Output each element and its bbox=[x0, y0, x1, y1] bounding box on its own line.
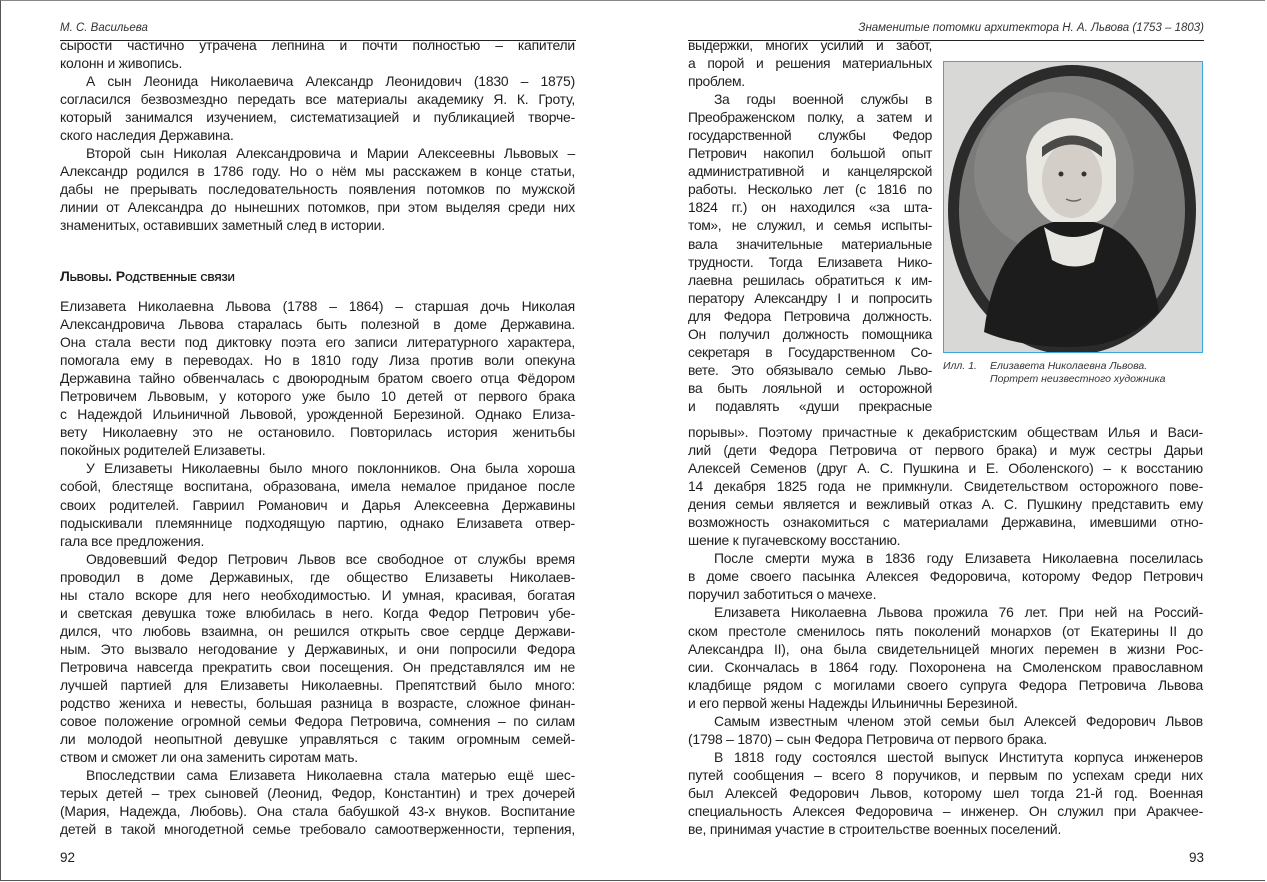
text-line: Елизавета Николаевна Львова (1788 – 1864) – старшая дочь Николая bbox=[60, 298, 575, 314]
text-line: проводил в доме Державиных, где общество Елизаветы Николаев- bbox=[60, 568, 575, 585]
right-body-text bbox=[688, 423, 1203, 838]
text-line: своих родителей. Гавриил Романович и Дарья Алексеевна Державины bbox=[60, 496, 575, 513]
text-line: путей сообщения – всего 8 поручиков, и первым по успехам среди них bbox=[688, 766, 1203, 783]
portrait-image bbox=[944, 62, 1202, 352]
text-line: вала значительные материальные bbox=[688, 235, 932, 252]
text-line: помогала ему в переводах. Но в 1810 году Лиза против воли опекуна bbox=[60, 352, 575, 369]
text-line: Елизавета Николаевна Львова прожила 76 лет. При ней на Россий- bbox=[714, 604, 1203, 621]
text-line: терых детей – трех сыновей (Леонид, Федор, Константин) и трех дочерей bbox=[60, 785, 575, 802]
right-column-text bbox=[688, 36, 932, 415]
text-line: ли молодой неопытной девушке управляться с таким огромным семей- bbox=[60, 731, 575, 748]
right-page bbox=[633, 0, 1266, 882]
text-line: в доме своего пасынка Алексея Федоровича, которому Федор Петрович bbox=[688, 568, 1203, 585]
text-line: Петровичем Львовым, у которого уже было 10 детей от первого брака bbox=[60, 388, 575, 405]
text-line: Александра II), она была свидетельницей многих перемен в жизни Рос- bbox=[688, 640, 1203, 657]
text-line: ны стало вскоре для него необходимостью. И умная, красивая, богатая bbox=[60, 586, 575, 603]
text-line: сырости частично утрачена лепнина и почти полностью – капители bbox=[60, 37, 575, 53]
text-line: с Надеждой Ильиничной Львовой, урожденной Березиной. Однако Елиза- bbox=[60, 406, 575, 423]
text-line: гала все предложения. bbox=[60, 532, 205, 549]
text-line: родство жениха и невесты, большая разница в возрасте, сложное финан- bbox=[60, 695, 575, 712]
text-line: порывы». Поэтому причастные к декабристским обществам Илья и Васи- bbox=[688, 424, 1203, 440]
page-number: 92 bbox=[60, 850, 76, 865]
text-line: проблем. bbox=[688, 73, 745, 90]
text-line: Александровича Львова старалась быть полезной в доме Державина. bbox=[60, 316, 575, 333]
text-line: Преображенском полку, а затем и bbox=[688, 109, 932, 126]
text-line: специальность Алексея Федоровича – инженер. Он служил при Аракчее- bbox=[688, 802, 1203, 819]
text-line: работы. Несколько лет (с 1816 по bbox=[688, 181, 932, 198]
text-line: В 1818 году состоялся шестой выпуск Института корпуса инженеров bbox=[714, 748, 1203, 765]
text-line: кладбище рядом с могилами своего супруга Федора Петровича Львова bbox=[688, 676, 1203, 693]
text-line: ском престоле сменилось пять поколений монархов (от Екатерины II до bbox=[688, 622, 1203, 639]
left-intro-text bbox=[60, 36, 575, 235]
text-line: А сын Леонида Николаевича Александр Леонидович (1830 – 1875) bbox=[86, 73, 575, 90]
text-line: 14 декабря 1825 года не примкнули. Свидетельством осторожного пове- bbox=[688, 478, 1203, 495]
text-line: знаменитых, оставивших заметный след в истории. bbox=[60, 217, 385, 234]
text-line: лаевна решилась обратиться к им- bbox=[688, 271, 932, 288]
text-line: Она стала вести под диктовку поэта его записи литературного характера, bbox=[60, 334, 575, 351]
text-line: линии от Александра до нынешних потомков, при этом выделяя среди них bbox=[60, 199, 575, 216]
text-line: согласился безвозмездно передать все материалы академику Я. К. Гроту, bbox=[60, 91, 575, 108]
text-line: покойных родителей Елизаветы. bbox=[60, 442, 266, 459]
text-line: После смерти мужа в 1836 году Елизавета Николаевна поселилась bbox=[714, 550, 1203, 567]
text-line: дабы не прерывать последовательность появления потомков по мужской bbox=[60, 181, 575, 198]
text-line: дения семьи является и вежливый отказ А. С. Пушкину представить ему bbox=[688, 496, 1203, 513]
text-line: возможность ознакомиться с материалами Державина, имевшими отно- bbox=[688, 514, 1203, 531]
figure-caption bbox=[943, 360, 1203, 386]
text-line: Второй сын Николая Александровича и Марии Алексеевны Львовых – bbox=[86, 145, 575, 162]
figure-caption-line1: Елизавета Николаевна Львова. bbox=[990, 360, 1148, 372]
text-line: ского наследия Державина. bbox=[60, 127, 234, 144]
page-number: 93 bbox=[1188, 850, 1204, 865]
text-line: Он получил должность помощника bbox=[688, 325, 932, 342]
text-line: (1798 – 1870) – сын Федора Петровича от первого брака. bbox=[688, 730, 1048, 747]
text-line: Впоследствии сама Елизавета Николаевна стала матерью ещё шес- bbox=[86, 767, 575, 784]
text-line: ве, принимая участие в строительстве военных поселений. bbox=[688, 821, 1062, 838]
text-line: и светская девушка тоже влюбилась в него. Когда Федор Петрович убе- bbox=[60, 604, 575, 621]
text-line: том», не служил, и семья испыты- bbox=[688, 217, 932, 234]
left-page bbox=[0, 0, 633, 882]
text-line: для Федора Петровича должность. bbox=[688, 307, 932, 324]
text-line: (Мария, Надежда, Любовь). Она стала бабушкой 43-х внуков. Воспитание bbox=[60, 803, 575, 820]
text-line: Петрович накопил большой опыт bbox=[688, 145, 932, 162]
text-line: У Елизаветы Николаевны было много поклонников. Она была хороша bbox=[86, 460, 575, 477]
text-line: Державина тайно обвенчалась с двоюродным братом своего отца Фёдором bbox=[60, 370, 575, 387]
text-line: выдержки, многих усилий и забот, bbox=[688, 37, 932, 53]
text-line: административной и канцелярской bbox=[688, 163, 932, 180]
portrait-illustration bbox=[943, 61, 1203, 353]
figure-caption-line2: Портрет неизвестного художника bbox=[990, 373, 1166, 385]
text-line: ным. Это вызвало негодование у Державиных, и они попросили Федора bbox=[60, 640, 575, 657]
text-line: вету Николаевну это не остановило. Повторилась история женитьбы bbox=[60, 424, 575, 441]
text-line: Петровича навсегда прекратить свои посещения. Он представлялся им не bbox=[60, 658, 575, 675]
text-line: сии. Скончалась в 1864 году. Похоронена на Смоленском православном bbox=[688, 658, 1203, 675]
text-line: Александр родился в 1786 году. Но о нём мы расскажем в конце статьи, bbox=[60, 163, 575, 180]
text-line: поручил заботиться о мачехе. bbox=[688, 586, 877, 603]
text-line: дился, что любовь взаимна, он решился открыть свое сердце Держави- bbox=[60, 622, 575, 639]
text-line: который занимался изучением, систематизацией и публикацией творче- bbox=[60, 109, 575, 126]
text-line: а порой и решения материальных bbox=[688, 55, 932, 72]
running-head-author: М. С. Васильева bbox=[60, 22, 148, 34]
running-head-title: Знаменитые потомки архитектора Н. А. Львова (1753 – 1803) bbox=[858, 22, 1204, 34]
text-line: трудности. Тогда Елизавета Нико- bbox=[688, 253, 932, 270]
section-heading: Львовы. Родственные связи bbox=[60, 268, 235, 284]
text-line: Алексей Семенов (друг А. С. Пушкина и Е. Оболенского) – к восстанию bbox=[688, 460, 1203, 477]
text-line: собой, блестяще воспитана, образована, имела немалое приданое после bbox=[60, 478, 575, 495]
text-line: лий (дети Федора Петровича от первого брака) и муж сестры Дарьи bbox=[688, 442, 1203, 459]
text-line: колонн и живопись. bbox=[60, 55, 183, 72]
text-line: секретаря в Государственном Со- bbox=[688, 343, 932, 360]
text-line: вете. Это обязывало семью Льво- bbox=[688, 361, 932, 378]
text-line: был Алексей Федорович Львов, которому шел тогда 21-й год. Военная bbox=[688, 784, 1203, 801]
text-line: Овдовевший Федор Петрович Львов все свободное от службы время bbox=[86, 550, 575, 567]
text-line: детей в такой многодетной семье требовало самоотверженности, терпения, bbox=[60, 821, 575, 838]
text-line: 1824 гг.) он находился «за шта- bbox=[688, 199, 932, 216]
text-line: и подавлять «души прекрасные bbox=[688, 397, 932, 414]
text-line: лучшей партией для Елизаветы Николаевны. Препятствий было много: bbox=[60, 676, 575, 693]
text-line: ператору Александру I и попросить bbox=[688, 289, 932, 306]
left-body-text bbox=[60, 297, 575, 838]
text-line: ством и сможет ли она заменить сиротам мать. bbox=[60, 749, 358, 766]
text-line: подыскивали племяннице подходящую партию, однако Елизавета отвер- bbox=[60, 514, 575, 531]
text-line: ва быть лояльной и осторожной bbox=[688, 379, 932, 396]
figure-label: Илл. 1. bbox=[943, 360, 977, 372]
text-line: За годы военной службы в bbox=[714, 91, 932, 108]
text-line: и его первой жены Надежды Ильиничны Березиной. bbox=[688, 694, 1018, 711]
text-line: государственной службы Федор bbox=[688, 127, 932, 144]
text-line: шение к пугачевскому восстанию. bbox=[688, 532, 901, 549]
text-line: Самым известным членом этой семьи был Алексей Федорович Львов bbox=[714, 712, 1203, 729]
text-line: совое положение огромной семьи Федора Петровича, сомнения – по силам bbox=[60, 713, 575, 730]
